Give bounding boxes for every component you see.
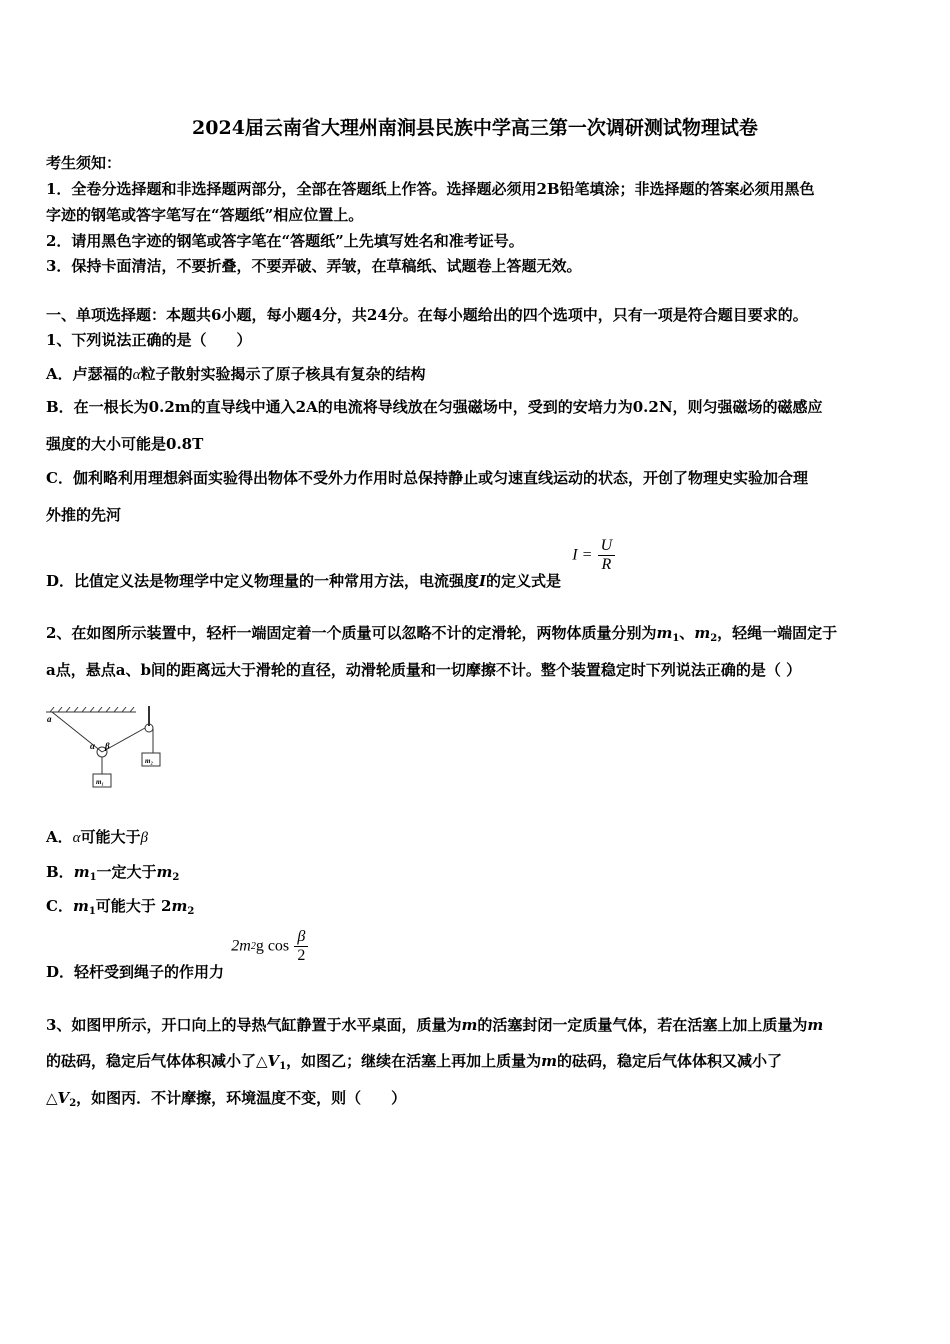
- q3-line1-mid: 的活塞封闭一定质量气体，若在活塞上加上质量为: [477, 1016, 808, 1034]
- label-beta: β: [105, 741, 110, 751]
- pulley-diagram: [44, 706, 174, 796]
- m1-symbol: m: [656, 624, 673, 642]
- section-1-heading: 一、单项选择题：本题共6小题，每小题4分，共24分。在每小题给出的四个选项中，只有一项是符合题目要求的。: [46, 306, 808, 324]
- m1-subscript: 1: [89, 872, 97, 883]
- formula-lhs: I =: [572, 546, 593, 564]
- q3-line2-post: 的砝码，稳定后气体体积又减小了: [557, 1052, 783, 1070]
- q2-stem-line-2: a点，悬点a、b间的距离远大于滑轮的直径，动滑轮质量和一切摩擦不计。整个装置稳定时下列说法正确的是（ ）: [46, 661, 802, 679]
- q1-option-b-line-1: B．在一根长为0.2m的直导线中通入2A的电流将导线放在匀强磁场中，受到的安培力为0.2N，则匀强磁场的磁感应: [46, 398, 823, 416]
- v1-subscript: 1: [279, 1061, 287, 1072]
- q1-d-post: 的定义式是: [486, 571, 562, 590]
- m-symbol: m: [541, 1052, 558, 1070]
- q2-stem-pre: 2、在如图所示装置中，轻杆一端固定着一个质量可以忽略不计的定滑轮，两物体质量分别为: [46, 624, 657, 642]
- q3-line3-pre: △: [46, 1089, 58, 1107]
- separator: 、: [679, 624, 695, 642]
- q3-line1-pre: 3、如图甲所示，开口向上的导热气缸静置于水平桌面，质量为: [46, 1016, 462, 1034]
- m-symbol: m: [807, 1016, 824, 1034]
- page-title: 2024届云南省大理州南涧县民族中学高三第一次调研测试物理试卷: [192, 117, 758, 139]
- beta-symbol: β: [140, 830, 149, 846]
- formula-subscript: 2: [250, 941, 256, 952]
- q1-a-pre: A．卢瑟福的: [46, 365, 133, 383]
- m1-subscript: 1: [88, 906, 96, 917]
- q2-option-b: [46, 861, 179, 883]
- m-symbol: m: [461, 1016, 478, 1034]
- q1-a-post: 粒子散射实验揭示了原子核具有复杂的结构: [140, 365, 426, 383]
- notice-heading: 考生须知：: [46, 154, 122, 172]
- q2-b-mid: 一定大于: [96, 863, 157, 881]
- q3-line3-post: ，如图丙．不计摩擦，环境温度不变，则（ ）: [76, 1089, 407, 1107]
- m2-subscript: 2: [710, 633, 718, 644]
- q2-stem-post: ，轻绳一端固定于: [717, 624, 838, 642]
- alpha-symbol: α: [132, 367, 141, 383]
- q2-option-a: [46, 826, 148, 847]
- q2-a-pre: A．: [46, 828, 73, 846]
- m2-symbol: m: [171, 897, 188, 915]
- m2-symbol: m: [694, 624, 711, 642]
- q1-option-c-line-1: C．伽利略利用理想斜面实验得出物体不受外力作用时总保持静止或匀速直线运动的状态，开创了物理史实验加合理: [46, 469, 808, 487]
- formula-fraction: [294, 928, 308, 965]
- rod-force-formula: [231, 928, 308, 965]
- q1-option-c-line-2: 外推的先河: [46, 506, 122, 524]
- label-m2: m₂: [145, 757, 153, 765]
- formula-numerator: β: [294, 928, 308, 947]
- formula-denominator: R: [601, 556, 612, 573]
- notice-item-1-line-1: 1．全卷分选择题和非选择题两部分，全部在答题纸上作答。选择题必须用2B铅笔填涂；非选择题的答案必须用黑色: [46, 180, 815, 198]
- q3-line-2: [46, 1050, 782, 1072]
- q2-c-mid: 可能大于 2: [95, 897, 172, 915]
- q1-option-b-line-2: 强度的大小可能是0.8T: [46, 435, 204, 453]
- q3-line2-pre: 的砝码，稳定后气体体积减小了△: [46, 1052, 268, 1070]
- formula-coefficient: 2m: [231, 937, 251, 955]
- q3-line-3: [46, 1087, 406, 1109]
- q3-line-1: [46, 1014, 823, 1035]
- q1-d-pre: D．比值定义法是物理学中定义物理量的一种常用方法，电流强度: [46, 571, 480, 590]
- label-m1: m₁: [96, 778, 104, 786]
- formula-numerator: U: [598, 537, 616, 556]
- q2-d-pre: D．轻杆受到绳子的作用力: [46, 962, 225, 981]
- notice-item-2: 2．请用黑色字迹的钢笔或答字笔在“答题纸”上先填写姓名和准考证号。: [46, 232, 524, 250]
- m2-subscript: 2: [172, 872, 180, 883]
- notice-item-1-line-2: 字迹的钢笔或答字笔写在“答题纸”相应位置上。: [46, 206, 364, 224]
- ceiling-hatching: [50, 707, 134, 712]
- q2-b-pre: B．: [46, 863, 74, 881]
- label-a: a: [47, 714, 52, 724]
- q2-option-d: [46, 928, 308, 981]
- q1-stem: 1、下列说法正确的是（ ）: [46, 331, 252, 349]
- q2-a-mid: 可能大于: [80, 828, 141, 846]
- alpha-symbol: α: [72, 830, 81, 846]
- m1-subscript: 1: [672, 633, 680, 644]
- formula-rest: g cos: [255, 937, 290, 955]
- q3-line2-mid: ，如图乙；继续在活塞上再加上质量为: [286, 1052, 542, 1070]
- q1-d-var: I: [479, 571, 487, 590]
- ohm-formula: [572, 537, 615, 574]
- q2-option-c: [46, 895, 194, 917]
- m2-subscript: 2: [187, 906, 195, 917]
- label-alpha: α: [90, 741, 95, 751]
- q1-option-d: [46, 537, 615, 590]
- v-symbol: V: [267, 1052, 280, 1070]
- m2-symbol: m: [156, 863, 173, 881]
- q1-option-a: [46, 363, 426, 384]
- m1-symbol: m: [72, 897, 89, 915]
- formula-denominator: 2: [297, 947, 306, 964]
- m1-symbol: m: [73, 863, 90, 881]
- q2-c-pre: C．: [46, 897, 73, 915]
- q2-stem-line-1: [46, 622, 837, 644]
- v-symbol: V: [57, 1089, 70, 1107]
- formula-fraction: [598, 537, 616, 574]
- notice-item-3: 3．保持卡面清洁，不要折叠，不要弄破、弄皱，在草稿纸、试题卷上答题无效。: [46, 257, 582, 275]
- v2-subscript: 2: [69, 1098, 77, 1109]
